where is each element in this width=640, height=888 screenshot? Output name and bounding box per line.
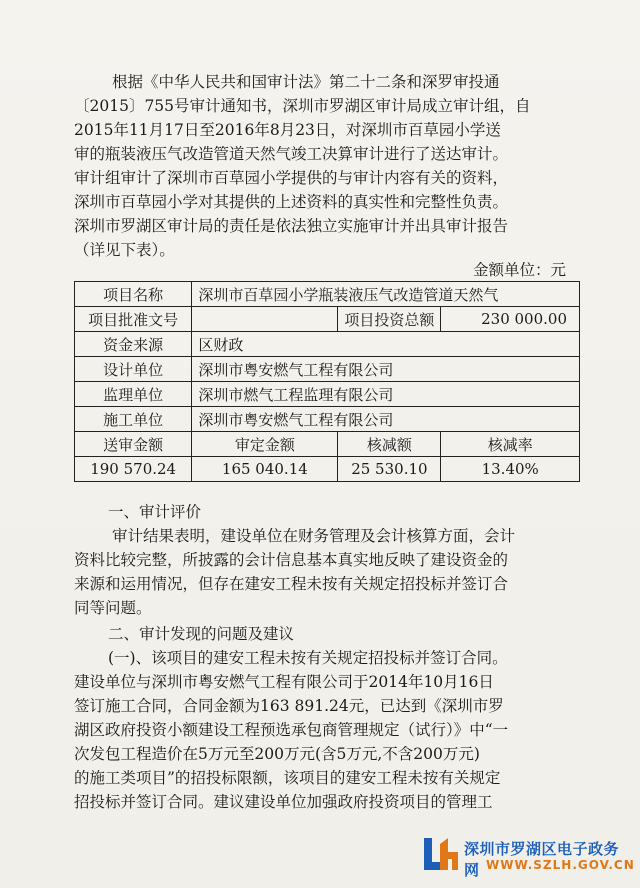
table-row xyxy=(75,382,580,407)
intro-line: 根据《中华人民共和国审计法》第二十二条和深罗审投通 xyxy=(112,73,500,91)
table-header-row xyxy=(75,432,580,457)
site-logo xyxy=(422,832,635,879)
total-investment-value: 230 000.00 xyxy=(441,307,580,332)
submitted-amount-value: 190 570.24 xyxy=(75,457,192,482)
intro-line: 2015年11月17日至2016年8月23日，对深圳市百草园小学送 xyxy=(74,121,501,139)
header-reduction-rate: 核减率 xyxy=(441,432,580,457)
intro-line: 深圳市百草园小学对其提供的上述资料的真实性和完整性负责。 xyxy=(74,193,509,211)
logo-site-name: 深圳市罗湖区电子政务网 xyxy=(464,840,620,879)
reduction-rate-value: 13.40% xyxy=(441,457,580,482)
table-row xyxy=(75,282,580,307)
project-info-table xyxy=(74,281,580,482)
header-submitted-amount: 送审金额 xyxy=(75,432,192,457)
lh-logo-icon xyxy=(422,834,460,874)
project-name-label: 项目名称 xyxy=(75,282,192,307)
section2-heading: 二、审计发现的问题及建议 xyxy=(108,625,295,643)
section2-line: 签订施工合同，合同金额为163 891.24元，已达到《深圳市罗 xyxy=(74,697,504,715)
approval-no-value xyxy=(192,307,338,332)
total-investment-label: 项目投资总额 xyxy=(338,307,441,332)
table-row xyxy=(75,332,580,357)
reduction-amount-value: 25 530.10 xyxy=(338,457,441,482)
header-reduction-amount: 核减额 xyxy=(338,432,441,457)
construction-unit-value: 深圳市粤安燃气工程有限公司 xyxy=(192,407,580,432)
section2-line: 次发包工程造价在5万元至200万元(含5万元,不含200万元) xyxy=(74,745,480,763)
fund-source-value: 区财政 xyxy=(192,332,580,357)
fund-source-label: 资金来源 xyxy=(75,332,192,357)
approval-no-label: 项目批准文号 xyxy=(75,307,192,332)
section2-line: 招投标并签订合同。建议建设单位加强政府投资项目的管理工 xyxy=(74,793,493,811)
supervision-unit-value: 深圳市燃气工程监理有限公司 xyxy=(192,382,580,407)
section1-line: 来源和运用情况，但存在建安工程未按有关规定招投标并签订合 xyxy=(74,575,509,593)
intro-line: （详见下表）。 xyxy=(74,241,175,259)
table-row xyxy=(75,457,580,482)
section1-line: 资料比较完整，所披露的会计信息基本真实地反映了建设资金的 xyxy=(74,551,509,569)
logo-url-text: WWW.SZLH.GOV.CN xyxy=(486,858,635,872)
table-row xyxy=(75,307,580,332)
section2-line: (一)、该项目的建安工程未按有关规定招投标并签订合同。 xyxy=(108,649,508,667)
table-row xyxy=(75,357,580,382)
project-name-value: 深圳市百草园小学瓶装液压气改造管道天然气 xyxy=(192,282,580,307)
design-unit-value: 深圳市粤安燃气工程有限公司 xyxy=(192,357,580,382)
section1-line: 同等问题。 xyxy=(74,599,152,617)
amount-unit-note: 金额单位：元 xyxy=(472,261,566,279)
section2-line: 湖区政府投资小额建设工程预选承包商管理规定（试行）》中“一 xyxy=(74,721,509,739)
approved-amount-value: 165 040.14 xyxy=(192,457,338,482)
section1-heading: 一、审计评价 xyxy=(108,503,202,521)
construction-unit-label: 施工单位 xyxy=(75,407,192,432)
table-row xyxy=(75,407,580,432)
intro-line: 深圳市罗湖区审计局的责任是依法独立实施审计并出具审计报告 xyxy=(74,217,509,235)
design-unit-label: 设计单位 xyxy=(75,357,192,382)
section2-line: 建设单位与深圳市粤安燃气工程有限公司于2014年10月16日 xyxy=(74,673,494,691)
section1-line: 审计结果表明，建设单位在财务管理及会计核算方面，会计 xyxy=(112,527,516,545)
intro-line: 审计组审计了深圳市百草园小学提供的与审计内容有关的资料， xyxy=(74,169,509,187)
supervision-unit-label: 监理单位 xyxy=(75,382,192,407)
section2-line: 的施工类项目”的招投标限额，该项目的建安工程未按有关规定 xyxy=(74,769,501,787)
intro-line: 审的瓶装液压气改造管道天然气竣工决算审计进行了送达审计。 xyxy=(74,145,509,163)
intro-line: 〔2015〕755号审计通知书，深圳市罗湖区审计局成立审计组，自 xyxy=(74,97,531,115)
header-approved-amount: 审定金额 xyxy=(192,432,338,457)
